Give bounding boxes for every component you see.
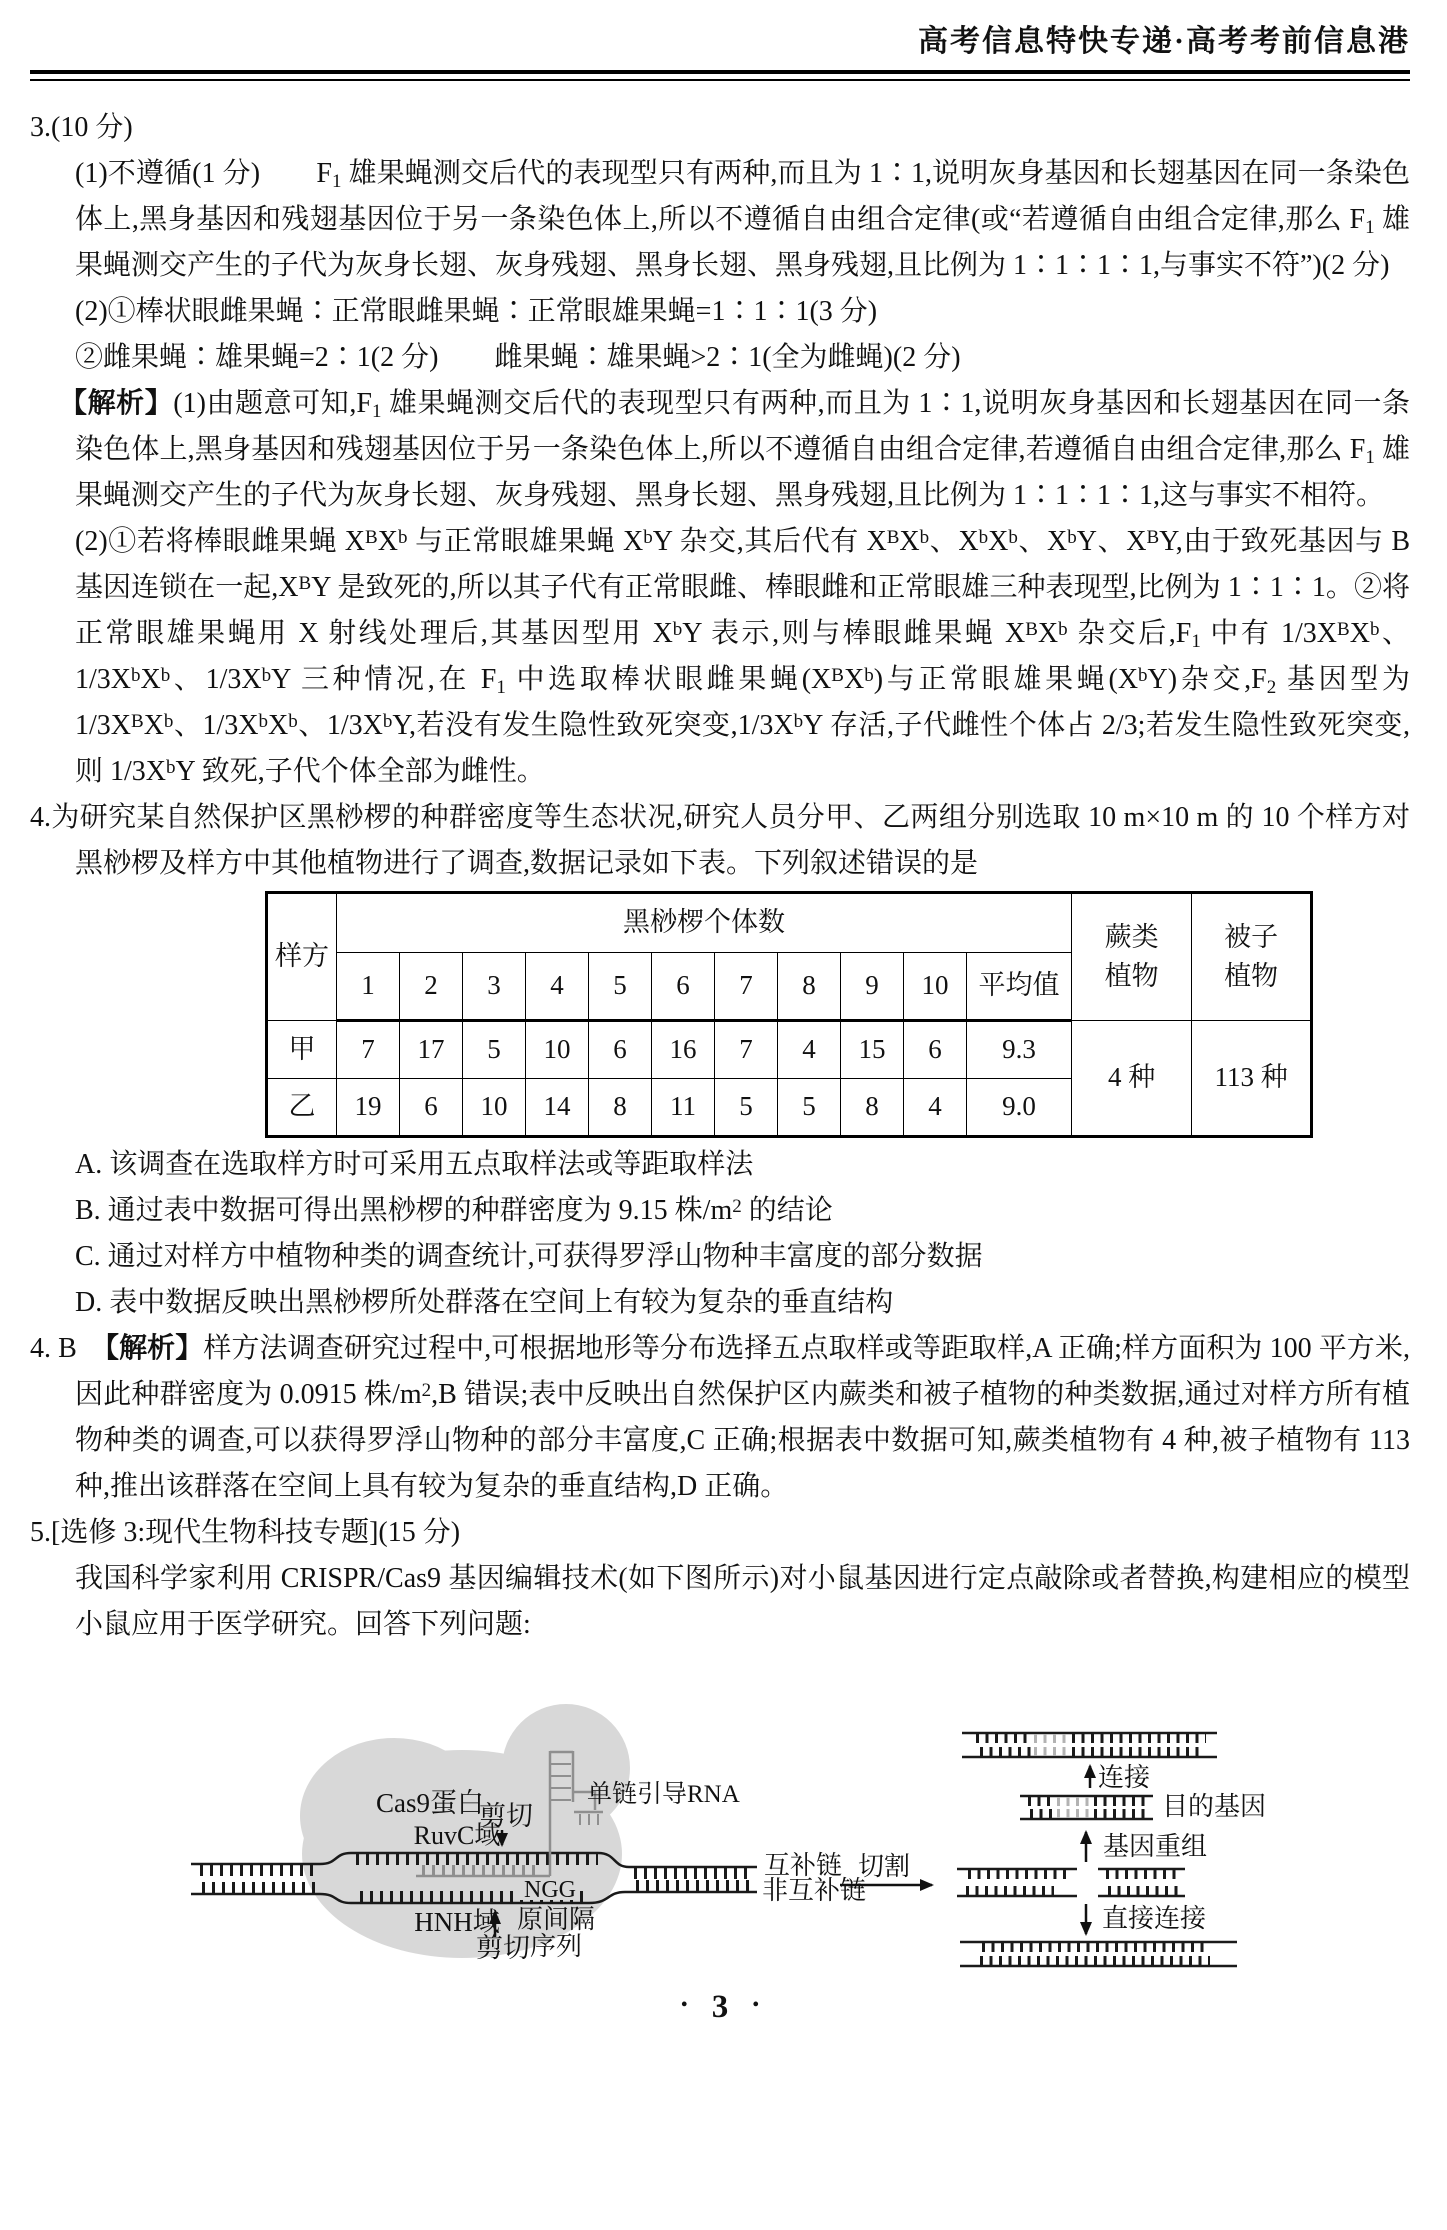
table-cell: 5 [463,1021,526,1079]
page-header [30,22,1410,81]
q4-option-a: A. 该调查在选取样方时可采用五点取样法或等距取样法 [75,1149,754,1180]
table-cell: 7 [715,1021,778,1079]
question-3-block [30,105,1410,795]
table-subcol: 2 [400,953,463,1021]
table-cell: 6 [589,1021,652,1079]
pam-site [520,1877,580,1903]
table-cell: 10 [463,1079,526,1137]
table-subcol: 9 [841,953,904,1021]
table-header-sample: 样方 [267,893,337,1021]
table-cell: 16 [652,1021,715,1079]
page-number: 3 [711,1989,729,2025]
label-ngg: NGG [524,1877,576,1903]
footer-dot-left: • [680,1994,688,2016]
sample-plot-table [265,891,1313,1138]
label-cas9-protein: Cas9蛋白 [376,1788,484,1818]
table-subcol: 7 [715,953,778,1021]
table-cell: 10 [526,1021,589,1079]
table-cell: 15 [841,1021,904,1079]
label-noncomplementary-strand: 非互补链 [762,1876,867,1905]
table-header-angiosperm: 被子植物 [1192,893,1312,1021]
footer-dot-right: • [752,1994,760,2016]
table-cell: 5 [778,1079,841,1137]
q3-answer-part2-1: (2)①棒状眼雌果蝇∶正常眼雌果蝇∶正常眼雄果蝇=1∶1∶1(3 分) [75,296,878,327]
page-body [30,105,1410,1987]
table-cell: 6 [400,1079,463,1137]
table-header-fern: 蕨类植物 [1072,893,1192,1021]
label-cut-bottom: 剪切 [476,1933,530,1963]
table-subcol: 3 [463,953,526,1021]
label-target-gene: 目的基因 [1162,1792,1267,1821]
label-complementary-strand: 互补链 [764,1851,843,1880]
label-cleave: 切割 [857,1852,911,1881]
q5-title: 5.[选修 3:现代生物科技专题](15 分) [30,1517,461,1548]
q3-number: 3.(10 分) [30,112,133,143]
label-protospacer-line2: 序列 [529,1932,583,1961]
table-cell: 4 [904,1079,967,1137]
label-hnh-domain: HNH域 [414,1907,500,1937]
strand-labels [762,1851,932,1905]
table-cell: 14 [526,1079,589,1137]
question-4-block [30,795,1410,1510]
process-labels [1086,1763,1266,1934]
table-row-label: 甲 [267,1021,337,1079]
table-cell: 4 [778,1021,841,1079]
table-cell-average: 9.3 [967,1021,1072,1079]
q5-intro: 我国科学家利用 CRISPR/Cas9 基因编辑技术(如下图所示)对小鼠基因进行定点敲除或者替换,构建相应的模型小鼠应用于医学研究。回答下列问题: [75,1563,1410,1640]
table-header-group: 黑桫椤个体数 [337,893,1072,953]
label-cut-top: 剪切 [479,1801,533,1831]
header-rule [30,70,1410,81]
table-cell: 6 [904,1021,967,1079]
q3-answer-part2-2: ②雌果蝇∶雄果蝇=2∶1(2 分) 雌果蝇∶雄果蝇>2∶1(全为雌蝇)(2 分) [75,342,961,373]
table-subcol: 5 [589,953,652,1021]
label-recombination: 基因重组 [1103,1832,1208,1861]
q4-stem: 4.为研究某自然保护区黑桫椤的种群密度等生态状况,研究人员分甲、乙两组分别选取 10 m×10 m 的 10 个样方对黑桫椤及样方中其他植物进行了调查,数据记录如下表。下列叙述错误的是 [30,802,1410,879]
table-subcol: 4 [526,953,589,1021]
question-5-block [30,1510,1410,1987]
masthead-title: 高考信息特快专递·高考考前信息港 [917,25,1410,58]
table-cell: 8 [589,1079,652,1137]
table-subcol: 10 [904,953,967,1021]
label-ligate: 连接 [1098,1763,1151,1792]
table-row-label: 乙 [267,1079,337,1137]
label-ruvc-domain: RuvC域 [413,1821,501,1850]
table-cell: 5 [715,1079,778,1137]
q4-option-c: C. 通过对样方中植物种类的调查统计,可获得罗浮山物种丰富度的部分数据 [75,1241,983,1272]
q4-analysis: 4. B 【解析】样方法调查研究过程中,可根据地形等分布选择五点取样或等距取样,A 正确;样方面积为 100 平方米,因此种群密度为 0.0915 株$/m^2,B$ 错误;表中反映出自然保护区内蕨类和被子植物的种类数据,通过对样方所有植物种类的调查,可以获得罗浮山物种的部分丰富度,C 正确;根据表中数据可知,蕨类植物有 4 种,被子植物有 113 种,推出该群落在空间上具有较为复杂的垂直结构,D 正确。 [30,1333,1410,1502]
table-subcol: 8 [778,953,841,1021]
crispr-cas9-diagram [170,1652,1410,1972]
q4-option-b: B. 通过表中数据可得出黑桫椤的种群密度为 9.15 株$/m^2$ 的结论 [75,1195,833,1226]
table-cell: 17 [400,1021,463,1079]
page-footer [30,1989,1410,2026]
table-cell: 8 [841,1079,904,1137]
label-direct-ligation: 直接连接 [1102,1904,1207,1933]
q3-analysis-1: 【解析】(1)由题意可知$,F_1$ 雄果蝇测交后代的表现型只有两种,而且为 1∶1,说明灰身基因和长翅基因在同一条染色体上,黑身基因和残翅基因位于另一条染色体上,所以不遵循自由组合定律,若遵循自由组合定律,那么 $F_1$ 雄果蝇测交产生的子代为灰身长翅、灰身残翅、黑身长翅、黑身残翅,且比例为 1∶1∶1∶1,这与事实不相符。 [59,388,1410,511]
table-cell: 11 [652,1079,715,1137]
q4-option-d: D. 表中数据反映出黑桫椤所处群落在空间上有较为复杂的垂直结构 [75,1287,894,1318]
table-subcol: 6 [652,953,715,1021]
label-protospacer-line1: 原间隔 [516,1905,596,1934]
table-cell-angiosperm-count: 113 种 [1192,1021,1312,1137]
q3-answer-part1: (1)不遵循(1 分) $F_1$ 雄果蝇测交后代的表现型只有两种,而且为 1∶1,说明灰身基因和长翅基因在同一条染色体上,黑身基因和残翅基因位于另一条染色体上,所以不遵循自由组合定律(或“若遵循自由组合定律,那么 $F_1$ 雄果蝇测交产生的子代为灰身长翅、灰身残翅、黑身长翅、黑身残翅,且比例为 1∶1∶1∶1,与事实不符”)(2 分) [75,158,1410,281]
table-subcol-average: 平均值 [967,953,1072,1021]
label-sgrna: 单链引导RNA [587,1781,740,1808]
q3-analysis-2: (2)①若将棒眼雌果蝇 $X^BX^b$ 与正常眼雄果蝇 $X^bY$ 杂交,其后代有 $X^BX^b$、$X^bX^b$、$X^bY$、$X^BY$,由于致死基因与 B 基因连锁在一起$,X^BY$ 是致死的,所以其子代有正常眼雌、棒眼雌和正常眼雄三种表现型,比例为 1∶1∶1。②将正常眼雄果蝇用 X 射线处理后,其基因型用 $X^bY$ 表示,则与棒眼雌果蝇 $X^BX^b$ 杂交后$,F_1$ 中有 $1/3X^BX^b$、$1/3X^bX^b$、$1/3X^bY$ 三种情况,在 $F_1$ 中选取棒状眼雌果蝇$(X^BX^b)$与正常眼雄果蝇$(X^bY)$杂交$,F_2$ 基因型为 $1/3X^BX^b$、$1/3X^bX^b$、$1/3X^bY$,若没有发生隐性致死突变$,1/3X^bY$ 存活,子代雌性个体占 2/3;若发生隐性致死突变,则 $1/3X^bY$ 致死,子代个体全部为雌性。 [75,526,1411,787]
table-cell: 19 [337,1079,400,1137]
table-cell-average: 9.0 [967,1079,1072,1137]
table-cell: 7 [337,1021,400,1079]
crispr-diagram-figure [170,1652,1410,1987]
table-cell-fern-count: 4 种 [1072,1021,1192,1137]
table-subcol: 1 [337,953,400,1021]
